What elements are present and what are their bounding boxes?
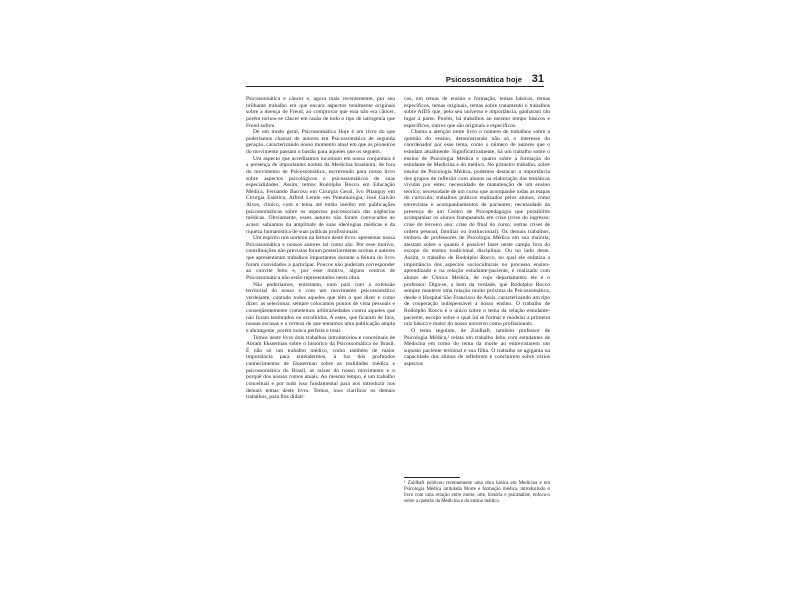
paragraph: Temos neste livro dois trabalhos introdutórios e conceituais de Abram Eksterman sobre o histórico da Psicossomática no Brasil. É não só um trabalho médico, como também de maior importância para entendermos, à luz dos profundos conhecimentos de Eksterman sobre as realidades médica e psicossomática do Brasil, as raízes do nosso movimento e o porquê dos nossos rumos atuais. Ao mesmo tempo, é um trabalho conceitual e por tudo isso fundamental para nos introduzir nos demais temas deste livro. Temos, mos clarificar os demais trabalhos, para fins didáti- (246, 334, 395, 401)
footnote: ¹ Zaidhaft publicou recentemente uma obra básica em Medicina e em Psicologia Médica intitulada Morte e formação médica, introduzindo o livro com uma relação entre morte, arte, história e psicanálise, enfoca-o sobre a questão da Medicina e do ensino médico. (404, 481, 550, 504)
footnote-rule (404, 477, 460, 478)
page-number: 31 (531, 73, 544, 85)
left-column (246, 96, 395, 401)
paragraph: Não poderíamos, entretanto, num país com a extensão territorial do nosso e com um movimento psicossomático verdejante, contudo todos aqueles que têm o que dizer e como dizer: as selecionar, sempre colocamos pontos de vista pessoais e conseqüentemente cometemos arbitrariedades contra aqueles que não foram lembrados ou escolhidos. A estes, que ficaram de fora, nossas escusas e a certeza de que tentamos uma publicação ampla e abrangente, porém nunca perfeita e total. (246, 281, 395, 334)
paragraph: Chama a atenção neste livro o número de trabalhos sobre a questão do ensino, demonstrando não só o interesse do coordenador por esse tema, como o número de autores que o estudam atualmente. Significativamente, há um trabalho sobre o ensino de Psicologia Médica e quatro sobre a formação do estudante de Medicina e do médico. No primeiro trabalho, sobre ensino de Psicologia Médica, podemos destacar: a importância dos grupos de reflexão com alunos na elaboração das temáticas vividas por estes; necessidade de manutenção de um ensino teórico; necessidade de um curso que acompanhe todas as etapas do currículo; trabalhos práticos realizados pelos alunos, como entrevistas e acompanhamentos de pacientes; necessidade da presença de um Centro de Psicopedagogia que possibilite acompanhar os alunos franqueando em crise (crise do ingresso; crise do terceiro ano; crise do final do curso; outras crises de ordem pessoal, familiar ou institucional). Os demais trabalhos, embora de professores de Psicologia Médica em sua maioria, atestam sobre o quanto é possível fazer neste campo fora do escopo do ensino tradicional disciplinar. Ou no lado deste. Assim, o trabalho de Rodolpho Rocco, no qual ele enfatiza a importância dos aspectos socioculturais no processo ensino-aprendizado e na relação estudante-paciente, é realizado com alunos de Clínica Médica, de cujo departamento ele é o professor. Diga-se, a bem da verdade, que Rodolpho Rocco sempre manteve uma relação muito próxima da Psicossomática, desde o Hospital São Francisco de Assis, caracterizando um tipo de cooperação indispensável a nosso ensino. O trabalho de Rodolpho Rocco é o único sobre o tema da relação estudante-paciente, escopo sobre o qual irá se formar e modelar a primeira raiz básica e maior do nosso universo como profissionais. (404, 129, 550, 328)
right-column (404, 96, 550, 368)
running-header (246, 70, 544, 87)
running-title: Psicossomática hoje (445, 75, 522, 84)
paragraph: De um modo geral, Psicossomática Hoje é um livro do que poderíamos chamar de autores em Psicossomática de segunda geração, caracterizando nosso momento atual em que os pioneiros do movimento passam o bastão para aqueles que os seguem. (246, 129, 395, 155)
paragraph: O tema seguinte, de Zaidhaft, também professor de Psicologia Médica,¹ relata um trabalho feito com estudantes de Medicina em torno do tema da morte ao entrevistarem um suposto paciente terminal e sua filha. O trabalho se agiganta na capacidade dos alunos de refletirem e concluírem sobre vários aspectos (404, 327, 550, 367)
paragraph: Psicossomática e câncer e, agora mais recentemente, por seu brilhante trabalho em que encara aspectos totalmente originais sobre a doença de Freud, ao comprovar que esta não era câncer, porém tornou-se câncer em razão de todo o tipo de iatrogenia que Freud sofreu. (246, 96, 395, 129)
paragraph: Um aspecto que acreditamos incomum em nossa conjuntura é a presença de importantes nomes da Medicina brasileira, de fora do movimento de Psicossomática, escrevendo para nosso livro sobre aspectos psicológicos e psicossomáticos de suas especialidades. Assim, temos Rodolpho Rocco em Educação Médica, Fernando Barroso em Cirurgia Geral, Ivo Pitanguy em Cirurgia Estética, Alfred Lemle em Pneumologia, José Galvão Alves, clínico, com o tema até então inédito em publicações psicossomáticas sobre os aspectos psicossociais das urgências médicas. Obviamente, esses autores não foram convocados ao acaso: sabíamos da amplitude de suas ideologias médicas e da riqueza humanística de suas práticas profissionais. (246, 155, 395, 235)
paragraph: cos, em temas de ensino e formação, temas básicos, temas específicos, temas originais, temas sobre tratamento e trabalhos sobre AIDS que, pelo seu universo e importância, ganharam um lugar à parte. Porém, há trabalhos ao mesmo tempo básicos e específicos, outros que são originais e específicos. (404, 96, 550, 129)
paragraph: Um espírito nos norteou na feitura deste livro: apresentar nossa Psicossomática e nossos autores tal como são. Por esse motivo, contribuições não previstas foram posteriormente aceitas e autores que apresentaram trabalhos importantes durante a feitura do livro foram convidados a participar. Poucos não puderam corresponder ao convite feito e, por esse motivo, alguns centros de Psicossomática não estão representados nesta obra. (246, 235, 395, 281)
